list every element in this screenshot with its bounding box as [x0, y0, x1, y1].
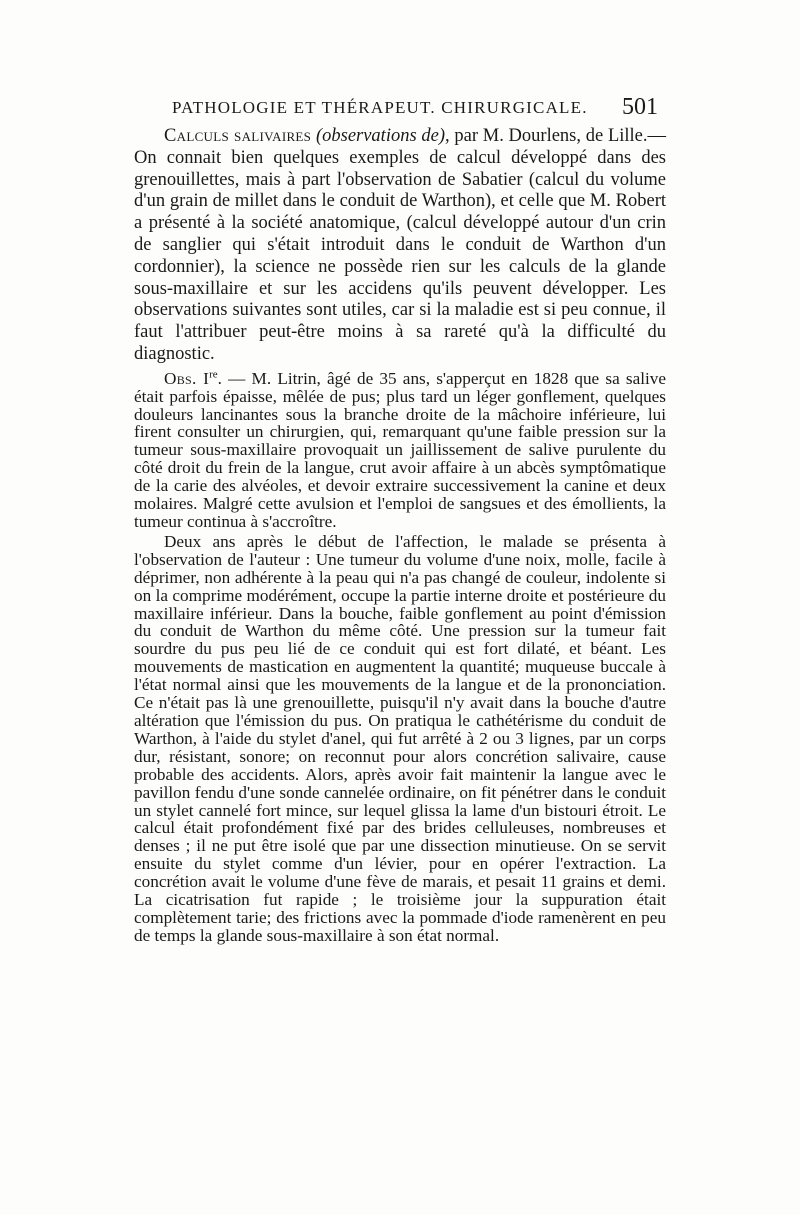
observation-text: . — M. Litrin, âgé de 35 ans, s'apperçut en 1828 que sa salive était parfois épaisse, mêlée de pus; plus tard un léger gonflement, quelques douleurs lancinantes sous la branche droite de la mâchoire inférieure, lui firent consulter un chirurgien, qui, remarquant qu'une faible pression sur la tumeur sous-maxillaire provoquait un jaillissement de salive purulente du côté droit du frein de la langue, crut avoir affaire à un abcès symptômatique de la carie des alvéoles, et devoir extraire successivement la canine et deux molaires. Malgré cette avulsion et l'emploi de sangsues et des émollients, la tumeur continua à s'accroître.: [134, 368, 666, 532]
observation-paragraph: [134, 370, 666, 531]
observation-label: Obs. I: [164, 368, 210, 388]
page-number: 501: [622, 94, 658, 120]
article-title-italic: (observations de): [315, 126, 446, 146]
article-body: [134, 126, 666, 947]
article-title: Calculs salivaires: [164, 126, 312, 146]
page-header: [172, 96, 658, 124]
observation-superscript: re: [209, 368, 218, 381]
intro-text: , par M. Dourlens, de Lille.— On connait bien quelques exemples de calcul développé dans des grenouillettes, mais à part l'observation de Sabatier (calcul du volume d'un grain de millet dans le conduit de Warthon), et celle que M. Robert a présenté à la société anatomique, (calcul développé autour d'un crin de sanglier qui s'était introduit dans le conduit de Warthon d'un cordonnier), la science ne possède rien sur les calculs de la glande sous-maxillaire et sur les accidens qu'ils peuvent développer. Les observations suivantes sont utiles, car si la maladie est si peu connue, il faut l'attribuer peut-être moins à sa rareté qu'à la difficulté du diagnostic.: [134, 126, 666, 364]
intro-paragraph: [134, 126, 666, 366]
running-head: PATHOLOGIE ET THÉRAPEUT. CHIRURGICALE.: [172, 98, 588, 117]
treatment-paragraph: Deux ans après le début de l'affection, le malade se présenta à l'observation de l'auteur : Une tumeur du volume d'une noix, molle, facile à déprimer, non adhérente à la peau qui n'a pas changé de couleur, indolente si on la comprime modérément, occupe la partie interne droite et postérieure du maxillaire inférieur. Dans la bouche, faible gonflement au point d'émission du conduit de Warthon du même côté. Une pression sur la tumeur fait sourdre du pus peu lié de ce conduit qui est fort dilaté, et béant. Les mouvements de mastication en augmentent la quantité; muqueuse buccale à l'état normal ainsi que les mouvements de la langue et de la prononciation. Ce n'était pas là une grenouillette, puisqu'il n'y avait dans la bouche d'autre altération que l'émission du pus. On pratiqua le cathétérisme du conduit de Warthon, à l'aide du stylet d'anel, qui fut arrêté à 2 ou 3 lignes, par un corps dur, résistant, sonore; on reconnut pour alors concrétion salivaire, cause probable des accidents. Alors, après avoir fait maintenir la langue avec le pavillon fendu d'une sonde cannelée ordinaire, on fit pénétrer dans le conduit un stylet cannelé fort mince, sur lequel glissa la lame d'un bistouri étroit. Le calcul était profondément fixé par des brides celluleuses, nombreuses et denses ; il ne put être isolé que par une dissection minutieuse. On se servit ensuite du stylet comme d'un lévier, pour en opérer l'extraction. La concrétion avait le volume d'une fève de marais, et pesait 11 grains et demi. La cicatrisation fut rapide ; le troisième jour la suppuration était complètement tarie; des frictions avec la pommade d'iode ramenèrent en peu de temps la glande sous-maxillaire à son état normal.: [134, 531, 666, 945]
